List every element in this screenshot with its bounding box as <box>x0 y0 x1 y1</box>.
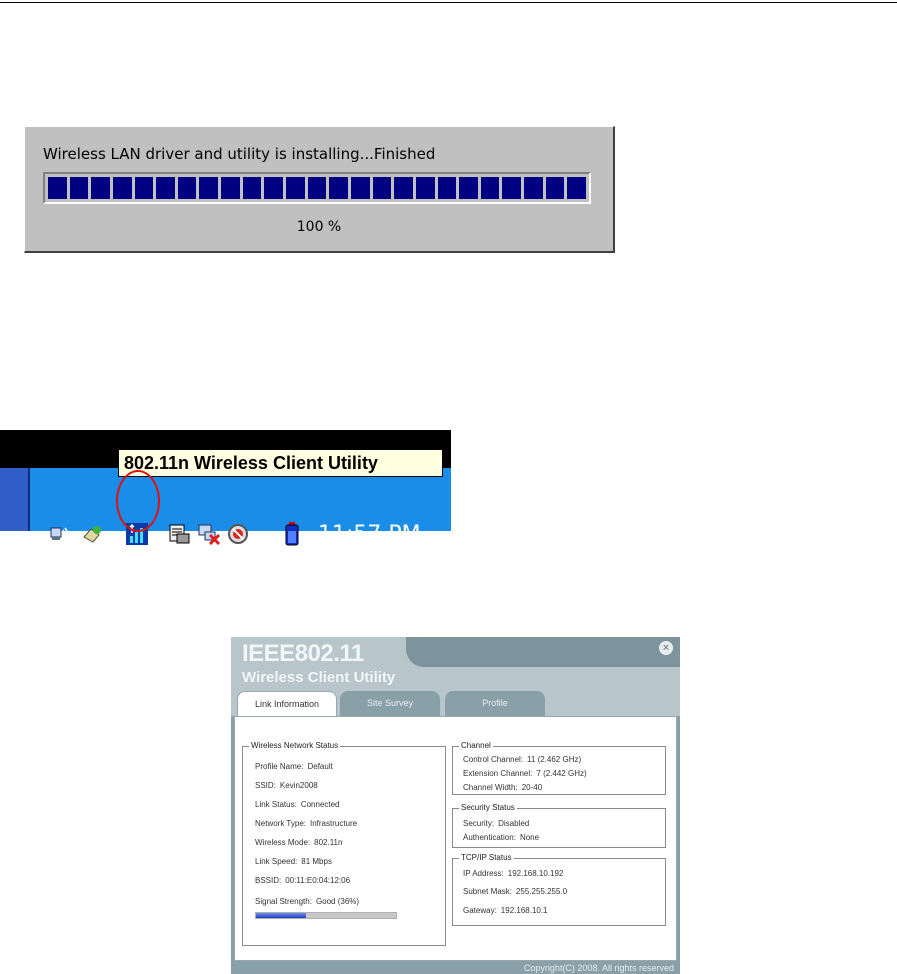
tab-profile[interactable]: Profile <box>445 691 545 716</box>
row-value: 81 Mbps <box>301 857 332 866</box>
row-label: Extension Channel: <box>463 769 533 778</box>
progress-segment <box>502 177 521 199</box>
blocked-icon[interactable] <box>226 521 250 547</box>
group-title: Wireless Network Status <box>251 741 339 750</box>
row-label: Profile Name: <box>255 762 304 771</box>
progress-segment <box>524 177 543 199</box>
row-label: IP Address: <box>463 869 504 878</box>
row-label: SSID: <box>255 781 276 790</box>
progress-segment <box>546 177 565 199</box>
row-value: 255.255.255.0 <box>515 887 568 896</box>
install-status-message: Wireless LAN driver and utility is installing...Finished <box>43 145 436 163</box>
install-progress-percent: 100 % <box>296 219 342 235</box>
row-label: Authentication: <box>463 833 516 842</box>
install-progress-dialog <box>24 126 615 253</box>
tcpip-row-gateway <box>463 906 548 915</box>
progress-segment <box>373 177 392 199</box>
row-label: Link Status: <box>255 800 297 809</box>
row-label: Link Speed: <box>255 857 298 866</box>
row-value: 802.11n <box>314 838 343 847</box>
signal-strength-bar <box>255 912 397 919</box>
status-row-network-type <box>255 819 357 828</box>
copyright-text: Copyright(C) 2008. All rights reserved <box>523 963 674 973</box>
row-value: 192.168.10.1 <box>500 906 548 915</box>
group-title: TCP/IP Status <box>461 853 512 862</box>
utility-tab-bar <box>231 689 680 716</box>
group-title: Channel <box>461 741 491 750</box>
progress-segment <box>459 177 478 199</box>
row-label: Signal Strength: <box>255 897 312 906</box>
taskbar-left-edge <box>0 468 30 531</box>
security-status-group <box>452 803 666 848</box>
progress-segment <box>221 177 240 199</box>
status-row-signal-strength <box>255 897 359 906</box>
status-row-profile-name <box>255 762 333 771</box>
security-row-authentication <box>463 833 539 842</box>
progress-segment <box>48 177 67 199</box>
row-value: 20-40 <box>521 783 543 792</box>
highlight-circle <box>116 470 160 532</box>
link-information-panel <box>234 716 677 961</box>
utility-title-main: IEEE802.11 <box>242 640 364 667</box>
security-row-security <box>463 819 529 828</box>
progress-segment <box>156 177 175 199</box>
row-value: Good (36%) <box>315 897 360 906</box>
row-label: Channel Width: <box>463 783 518 792</box>
tab-link-information[interactable]: Link Information <box>237 691 337 716</box>
wireless-utility-tooltip: 802.11n Wireless Client Utility <box>118 449 443 477</box>
row-value: Kevin2008 <box>279 781 318 790</box>
status-row-ssid <box>255 781 318 790</box>
install-progress-bar <box>43 172 591 204</box>
row-label: Wireless Mode: <box>255 838 311 847</box>
row-label: Subnet Mask: <box>463 887 512 896</box>
wireless-network-status-group <box>242 741 446 946</box>
row-value: Connected <box>300 800 340 809</box>
close-icon[interactable]: × <box>659 641 673 655</box>
tab-site-survey[interactable]: Site Survey <box>340 691 440 716</box>
progress-segment <box>113 177 132 199</box>
row-label: Control Channel: <box>463 755 524 764</box>
row-value: Default <box>307 762 333 771</box>
progress-segment <box>329 177 348 199</box>
group-title: Security Status <box>461 803 515 812</box>
top-rule <box>0 2 897 3</box>
battery-icon[interactable] <box>280 521 304 547</box>
row-value: 00:11:E0:04:12:06 <box>285 876 351 885</box>
progress-segment <box>351 177 370 199</box>
progress-segment <box>70 177 89 199</box>
progress-segment <box>308 177 327 199</box>
progress-segment <box>416 177 435 199</box>
printer-icon[interactable] <box>167 521 191 547</box>
row-label: Network Type: <box>255 819 306 828</box>
progress-segment <box>286 177 305 199</box>
progress-segment <box>135 177 154 199</box>
progress-segment <box>264 177 283 199</box>
taskbar-clock[interactable]: 11:57 PM <box>318 522 421 547</box>
progress-segment <box>91 177 110 199</box>
utility-title-sub: Wireless Client Utility <box>242 669 396 686</box>
row-value: Infrastructure <box>309 819 358 828</box>
network-icon[interactable] <box>48 521 72 547</box>
status-row-bssid <box>255 876 350 885</box>
tcpip-row-ip-address <box>463 869 563 878</box>
row-label: BSSID: <box>255 876 282 885</box>
system-tray <box>30 468 451 547</box>
wireless-client-utility-window <box>231 637 680 974</box>
channel-row-control <box>463 755 581 764</box>
channel-row-width <box>463 783 542 792</box>
progress-segment <box>178 177 197 199</box>
network-disconnected-icon[interactable] <box>197 521 221 547</box>
channel-row-extension <box>463 769 587 778</box>
row-label: Gateway: <box>463 906 497 915</box>
taskbar <box>0 430 451 547</box>
progress-segment <box>481 177 500 199</box>
status-row-link-status <box>255 800 340 809</box>
status-row-link-speed <box>255 857 332 866</box>
signal-strength-fill <box>256 913 306 918</box>
progress-segment <box>567 177 586 199</box>
row-label: Security: <box>463 819 495 828</box>
progress-segment <box>199 177 218 199</box>
channel-group <box>452 741 666 795</box>
row-value: 11 (2.462 GHz) <box>527 755 582 764</box>
row-value: None <box>519 833 540 842</box>
status-row-wireless-mode <box>255 838 342 847</box>
tcpip-row-subnet-mask <box>463 887 567 896</box>
progress-segment <box>243 177 262 199</box>
connection-icon[interactable] <box>80 521 104 547</box>
row-value: Disabled <box>498 819 530 828</box>
progress-segment <box>438 177 457 199</box>
utility-header-band[interactable] <box>406 637 680 667</box>
tcpip-status-group <box>452 853 666 926</box>
row-value: 192.168.10.192 <box>507 869 564 878</box>
row-value: 7 (2.442 GHz) <box>536 769 587 778</box>
progress-segment <box>394 177 413 199</box>
